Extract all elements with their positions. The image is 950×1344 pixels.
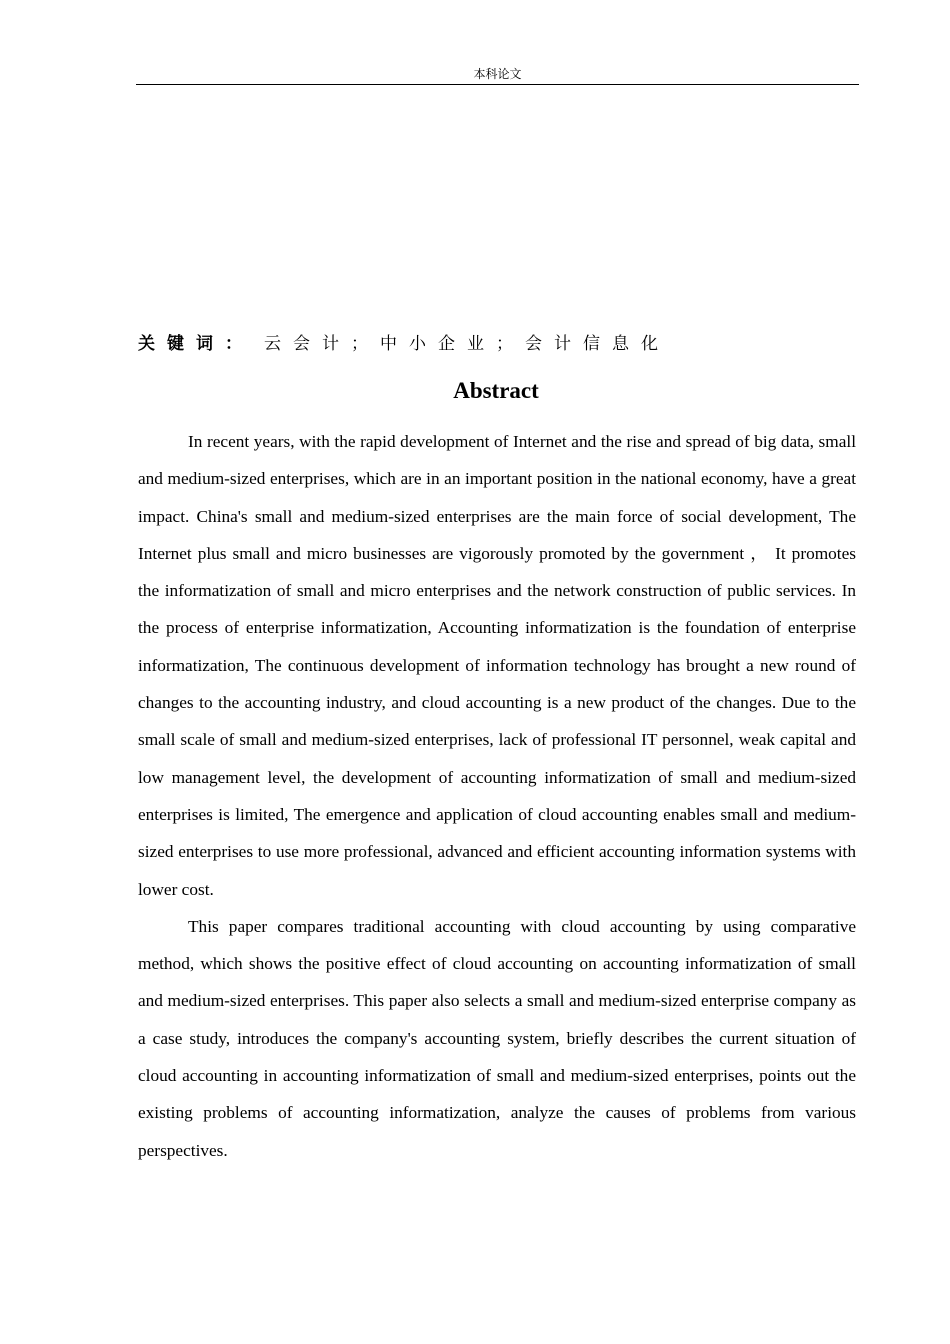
keywords-list: 云会计；中小企业；会计信息化 — [264, 334, 670, 354]
keywords-label: 关键词： — [138, 334, 254, 354]
running-header — [136, 66, 859, 85]
keywords-line — [138, 332, 860, 356]
abstract-paragraph-2: This paper compares traditional accounting with cloud accounting by using comparative method, which shows the positive effect of cloud accounting on accounting informatization of small and medium-sized enterprises. This paper also selects a small and medium-sized enterprise company as a case study, introduces the company's accounting system, briefly describes the current situation of cloud accounting in accounting informatization of small and medium-sized enterprises, points out the existing problems of accounting informatization, analyze the causes of problems from various perspectives. — [138, 916, 856, 1160]
abstract-body — [138, 423, 856, 1169]
running-header-title: 本科论文 — [473, 67, 522, 81]
abstract-paragraph-1: In recent years, with the rapid development of Internet and the rise and spread of big data, small and medium-sized enterprises, which are in an important position in the national economy, have a great impact. China's small and medium-sized enterprises are the main force of social development, The Internet plus small and micro businesses are vigorously promoted by the government ， It promotes the informatization of small and micro enterprises and the network construction of public services. In the process of enterprise informatization, Accounting informatization is the foundation of enterprise informatization, The continuous development of information technology has brought a new round of changes to the accounting industry, and cloud accounting is a new product of the changes. Due to the small scale of small and medium-sized enterprises, lack of professional IT personnel, weak capital and low management level, the development of accounting informatization of small and medium-sized enterprises is limited, The emergence and application of cloud accounting enables small and medium-sized enterprises to use more professional, advanced and efficient accounting information systems with lower cost. — [138, 432, 856, 899]
abstract-heading: Abstract — [453, 378, 539, 403]
